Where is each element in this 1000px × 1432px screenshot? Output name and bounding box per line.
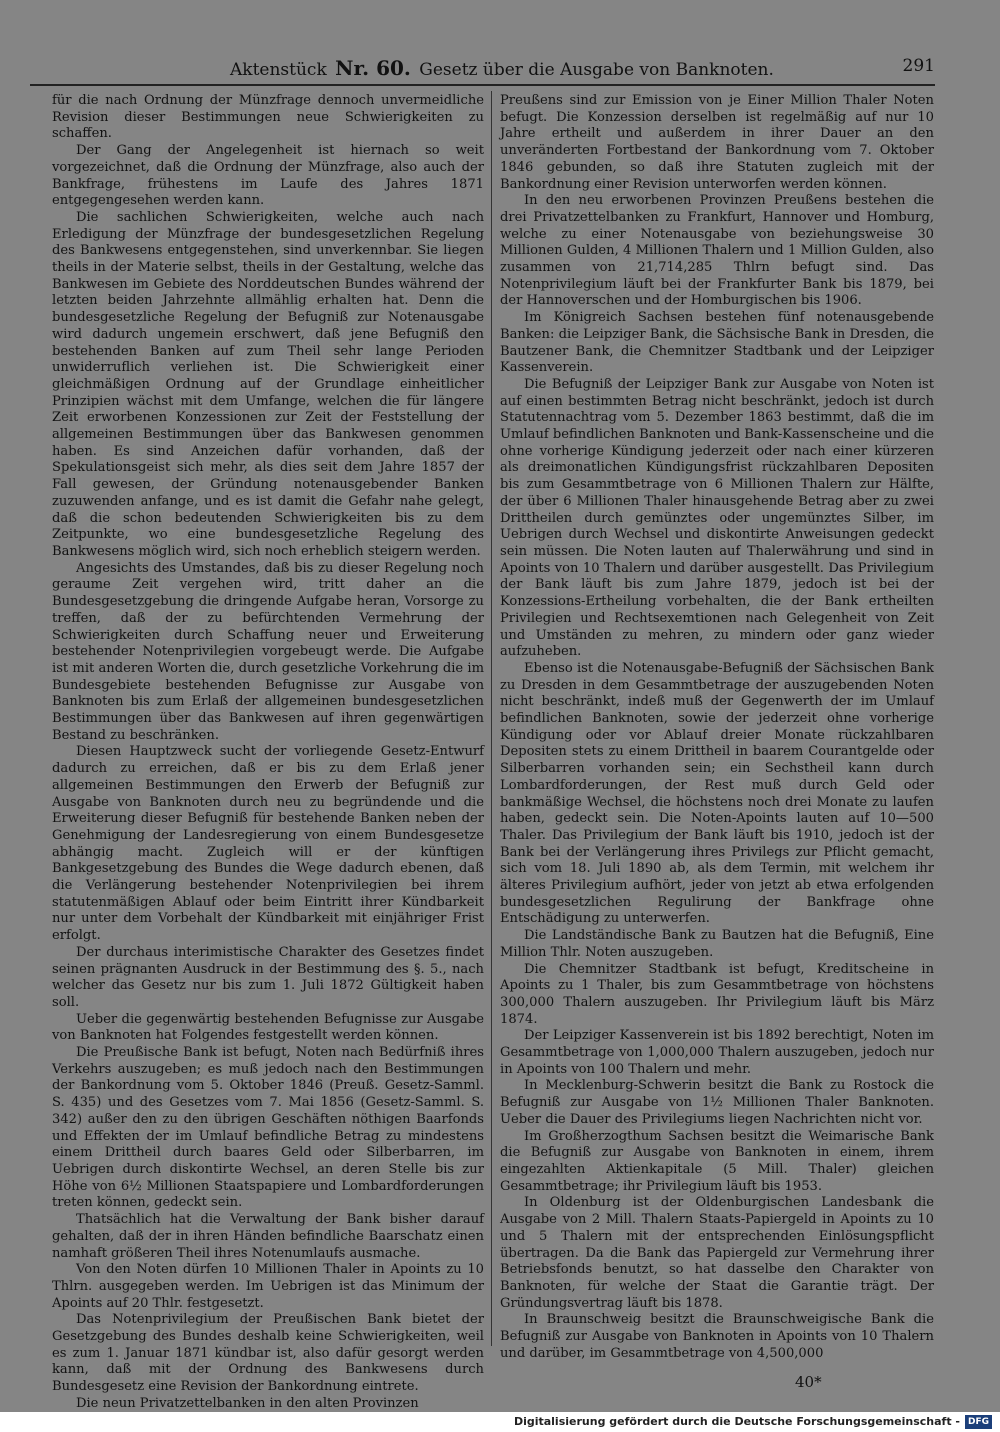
header-rule bbox=[30, 84, 935, 86]
paragraph: Die sachlichen Schwierigkeiten, welche auch nach Erledigung der Münzfrage der bundesgesetzlichen Regelung des Bankwesens entgegenstehen, sind unverkennbar. Sie liegen theils in der Materie selbst, theils in der Gestaltung, welche das Bankwesen im Gebiete des Norddeutschen Bundes während der letzten beiden Jahrzehnte allmählig erhalten hat. Denn die bundesgesetzliche Regelung der Befugniß zur Notenausgabe wird dadurch ungemein erschwert, daß jene Befugniß den bestehenden Banken auf zum Theil sehr lange Perioden unwiderruflich verliehen ist. Die Schwierigkeit einer gleichmäßigen Ordnung auf der Grundlage einheitlicher Prinzipien wächst mit dem Umfange, welchen die für längere Zeit erworbenen Konzessionen zur Zeit der Feststellung der allgemeinen Bestimmungen über das Bankwesen genommen haben. Es sind Anzeichen dafür vorhanden, daß der Spekulationsgeist sich mehr, als dies seit dem Jahre 1857 der Fall gewesen, der Gründung notenausgebender Banken zuzuwenden anfange, und es ist damit die Gefahr nahe gelegt, daß die schon bedeutenden Schwierigkeiten bis zu dem Zeitpunkte, wo eine bundesgesetzliche Regelung des Bankwesens möglich wird, sich noch erheblich steigern werden. bbox=[52, 209, 484, 559]
digitization-footer bbox=[0, 1412, 1000, 1432]
paragraph: Im Königreich Sachsen bestehen fünf notenausgebende Banken: die Leipziger Bank, die Sächsische Bank in Dresden, die Bautzener Bank, die Chemnitzer Stadtbank und der Leipziger Kassenverein. bbox=[500, 310, 934, 376]
running-title bbox=[230, 56, 774, 80]
paragraph: In Mecklenburg-Schwerin besitzt die Bank zu Rostock die Befugniß zur Ausgabe von 1½ Millionen Thaler Banknoten. Ueber die Dauer des Privilegiums liegen Nachrichten nicht vor. bbox=[500, 1078, 934, 1127]
paragraph: In Oldenburg ist der Oldenburgischen Landesbank die Ausgabe von 2 Mill. Thalern Staats-Papiergeld in Apoints zu 10 und 5 Thalern mit der entsprechenden Einlösungspflicht übertragen. Da die Bank das Papiergeld zur Vermehrung ihrer Betriebsfonds benutzt, so hat dasselbe den Charakter von Banknoten, für welche der Staat die Garantie trägt. Der Gründungsvertrag läuft bis 1878. bbox=[500, 1195, 934, 1311]
left-column bbox=[52, 93, 484, 1412]
paragraph: Der durchaus interimistische Charakter des Gesetzes findet seinen prägnanten Ausdruck in der Bestimmung des §. 5., nach welcher das Gesetz nur bis zum 1. Juli 1872 Gültigkeit haben soll. bbox=[52, 944, 484, 1010]
paragraph: Die Landständische Bank zu Bautzen hat die Befugniß, Eine Million Thlr. Noten auszugeben. bbox=[500, 928, 934, 960]
document-number: Nr. 60. bbox=[335, 56, 411, 80]
paragraph: Ebenso ist die Notenausgabe-Befugniß der Sächsischen Bank zu Dresden in dem Gesammtbetrage der auszugebenden Noten nicht beschränkt, indeß muß der Gegenwerth der im Umlauf befindlichen Banknoten, sowie der jederzeit ohne vorherige Kündigung oder vor Ablauf dreier Monate rückzahlbaren Depositen stets zu einem Drittheil in baarem Courantgelde oder Silberbarren vorhanden sein; ein Sechstheil kann durch Lombardforderungen, der Rest muß durch Geld oder bankmäßige Wechsel, die höchstens noch drei Monate zu laufen haben, gedeckt sein. Die Noten-Apoints lauten auf 10—500 Thaler. Das Privilegium der Bank läuft bis 1910, jedoch ist der Bank bei der Verlängerung ihres Privilegs zur Pflicht gemacht, sich vom 18. Juli 1890 ab, als dem Termin, mit welchem ihr älteres Privilegium aufhört, jeder von jetzt ab etwa erfolgenden bundesgesetzlichen Regulirung der Bankfrage ohne Entschädigung zu unterwerfen. bbox=[500, 660, 934, 927]
paragraph: Der Gang der Angelegenheit ist hiernach so weit vorgezeichnet, daß die Ordnung der Münzfrage, also auch der Bankfrage, frühestens im Laufe des Jahres 1871 entgegengesehen werden kann. bbox=[52, 143, 484, 209]
paragraph: In Braunschweig besitzt die Braunschweigische Bank die Befugniß zur Ausgabe von Banknoten in Apoints von 10 Thalern und darüber, im Gesammtbetrage von 4,500,000 bbox=[500, 1312, 934, 1361]
paragraph: Preußens sind zur Emission von je Einer Million Thaler Noten befugt. Die Konzession derselben ist regelmäßig auf nur 10 Jahre ertheilt und außerdem in ihrer Dauer an den unveränderten Fortbestand der Bankordnung vom 7. Oktober 1846 gebunden, so daß ihre Statuten zugleich mit der Bankordnung einer Revision unterworfen werden können. bbox=[500, 93, 934, 192]
paragraph: Die Befugniß der Leipziger Bank zur Ausgabe von Noten ist auf einen bestimmten Betrag nicht beschränkt, jedoch ist durch Statutennachtrag vom 5. Dezember 1863 bestimmt, daß die im Umlauf befindlichen Banknoten und Bank-Kassenscheine und die ohne vorherige Kündigung jederzeit oder nach einer kürzeren als dreimonatlichen Kündigungsfrist rückzahlbaren Depositen bis zum Gesammtbetrage von 6 Millionen Thalern zur Hälfte, der über 6 Millionen Thaler hinausgehende Betrag aber zu zwei Drittheilen durch gemünztes oder ungemünztes Silber, im Uebrigen durch Wechsel und diskontirte Anweisungen gedeckt sein müssen. Die Noten lauten auf Thalerwährung und sind in Apoints von 10 Thalern und darüber ausgestellt. Das Privilegium der Bank läuft bis zum Jahre 1879, jedoch ist bei der Konzessions-Ertheilung vorbehalten, die der Bank ertheilten Privilegien und Rechtsexemtionen nach Gelegenheit von Zeit und Umständen zu mehren, zu mindern oder ganz wieder aufzuheben. bbox=[500, 376, 934, 660]
paragraph: Diesen Hauptzweck sucht der vorliegende Gesetz-Entwurf dadurch zu erreichen, daß er bis zu dem Erlaß jener allgemeinen Bestimmungen den Erwerb der Befugniß zur Ausgabe von Banknoten durch neu zu begründende und die Erweiterung dieser Befugniß für bestehende Banken neben der Genehmigung der Landesregierung von einem Bundesgesetze abhängig macht. Zugleich will er der künftigen Bankgesetzgebung des Bundes die Wege dadurch ebenen, daß die Verlängerung bestehender Notenprivilegien bei ihrem statutenmäßigen Ablauf oder beim Eintritt ihrer Kündbarkeit nur unter dem Vorbehalt der Kündbarkeit mit einjähriger Frist erfolgt. bbox=[52, 744, 484, 944]
right-column bbox=[500, 93, 934, 1362]
funding-credit: Digitalisierung gefördert durch die Deutsche Forschungsgemeinschaft - bbox=[513, 1415, 960, 1428]
page-number: 291 bbox=[902, 56, 935, 76]
dfg-logo: DFG bbox=[965, 1415, 992, 1429]
paragraph: Der Leipziger Kassenverein ist bis 1892 berechtigt, Noten im Gesammtbetrage von 1,000,000 Thalern auszugeben, jedoch nur in Apoints von 100 Thalern und mehr. bbox=[500, 1028, 934, 1077]
paragraph: Angesichts des Umstandes, daß bis zu dieser Regelung noch geraume Zeit vergehen wird, tritt daher an die Bundesgesetzgebung die dringende Aufgabe heran, Vorsorge zu treffen, daß der zu befürchtenden Vermehrung der Schwierigkeiten durch Schaffung neuer und Erweiterung bestehender Notenprivilegien vorgebeugt werde. Die Aufgabe ist mit anderen Worten die, durch gesetzliche Vorkehrung die im Bundesgebiete bestehenden Befugnisse zur Ausgabe von Banknoten bis zum Erlaß der allgemeinen bundesgesetzlichen Bestimmungen über das Bankwesen auf ihren gegenwärtigen Bestand zu beschränken. bbox=[52, 560, 484, 743]
header-title: Gesetz über die Ausgabe von Banknoten. bbox=[419, 60, 774, 80]
page-header bbox=[30, 52, 935, 80]
header-prefix: Aktenstück bbox=[230, 60, 327, 80]
paragraph: In den neu erworbenen Provinzen Preußens bestehen die drei Privatzettelbanken zu Frankfurt, Hannover und Homburg, welche zu einer Notenausgabe von beziehungsweise 30 Millionen Gulden, 4 Millionen Thalern und 1 Million Gulden, also zusammen von 21,714,285 Thlrn befugt sind. Das Notenprivilegium läuft bei der Frankfurter Bank bis 1879, bei der Hannoverschen und der Homburgischen bis 1906. bbox=[500, 193, 934, 309]
paragraph: Ueber die gegenwärtig bestehenden Befugnisse zur Ausgabe von Banknoten hat Folgendes festgestellt werden können. bbox=[52, 1011, 484, 1044]
paragraph: für die nach Ordnung der Münzfrage dennoch unvermeidliche Revision dieser Bestimmungen neue Schwierigkeiten zu schaffen. bbox=[52, 93, 484, 142]
paragraph: Thatsächlich hat die Verwaltung der Bank bisher darauf gehalten, daß der in ihren Händen befindliche Baarschatz einen namhaft größeren Theil ihres Notenumlaufs ausmache. bbox=[52, 1212, 484, 1261]
sheet-signature: 40* bbox=[795, 1373, 822, 1391]
paragraph: Das Notenprivilegium der Preußischen Bank bietet der Gesetzgebung des Bundes deshalb keine Schwierigkeiten, weil es zum 1. Januar 1871 kündbar ist, also dafür gesorgt werden kann, daß mit der Ordnung des Bankwesens durch Bundesgesetz eine Revision der Bankordnung eintrete. bbox=[52, 1312, 484, 1395]
column-divider bbox=[491, 91, 492, 1346]
paragraph: Die Chemnitzer Stadtbank ist befugt, Kreditscheine in Apoints zu 1 Thaler, bis zum Gesammtbetrage von höchstens 300,000 Thalern auszugeben. Ihr Privilegium läuft bis März 1874. bbox=[500, 961, 934, 1027]
paragraph: Die neun Privatzettelbanken in den alten Provinzen bbox=[76, 1395, 419, 1411]
paragraph: Von den Noten dürfen 10 Millionen Thaler in Apoints zu 10 Thlrn. ausgegeben werden. Im Uebrigen ist das Minimum der Apoints auf 20 Thlr. festgesetzt. bbox=[52, 1262, 484, 1311]
paragraph: Im Großherzogthum Sachsen besitzt die Weimarische Bank die Befugniß zur Ausgabe von Banknoten in einem, ihrem eingezahlten Aktienkapitale (5 Mill. Thaler) gleichen Gesammtbetrage; ihr Privilegium läuft bis 1953. bbox=[500, 1128, 934, 1194]
paragraph: Die Preußische Bank ist befugt, Noten nach Bedürfniß ihres Verkehrs auszugeben; es muß jedoch nach den Bestimmungen der Bankordnung vom 5. Oktober 1846 (Preuß. Gesetz-Samml. S. 435) und des Gesetzes vom 7. Mai 1856 (Gesetz-Samml. S. 342) außer den zu den übrigen Geschäften nöthigen Baarfonds und Effekten der im Umlauf befindliche Betrag zu mindestens einem Drittheil durch baares Geld oder Silberbarren, im Uebrigen durch diskontirte Wechsel, an deren Stelle bis zur Höhe von 6½ Millionen Staatspapiere und Lombardforderungen treten können, gedeckt sein. bbox=[52, 1045, 484, 1211]
